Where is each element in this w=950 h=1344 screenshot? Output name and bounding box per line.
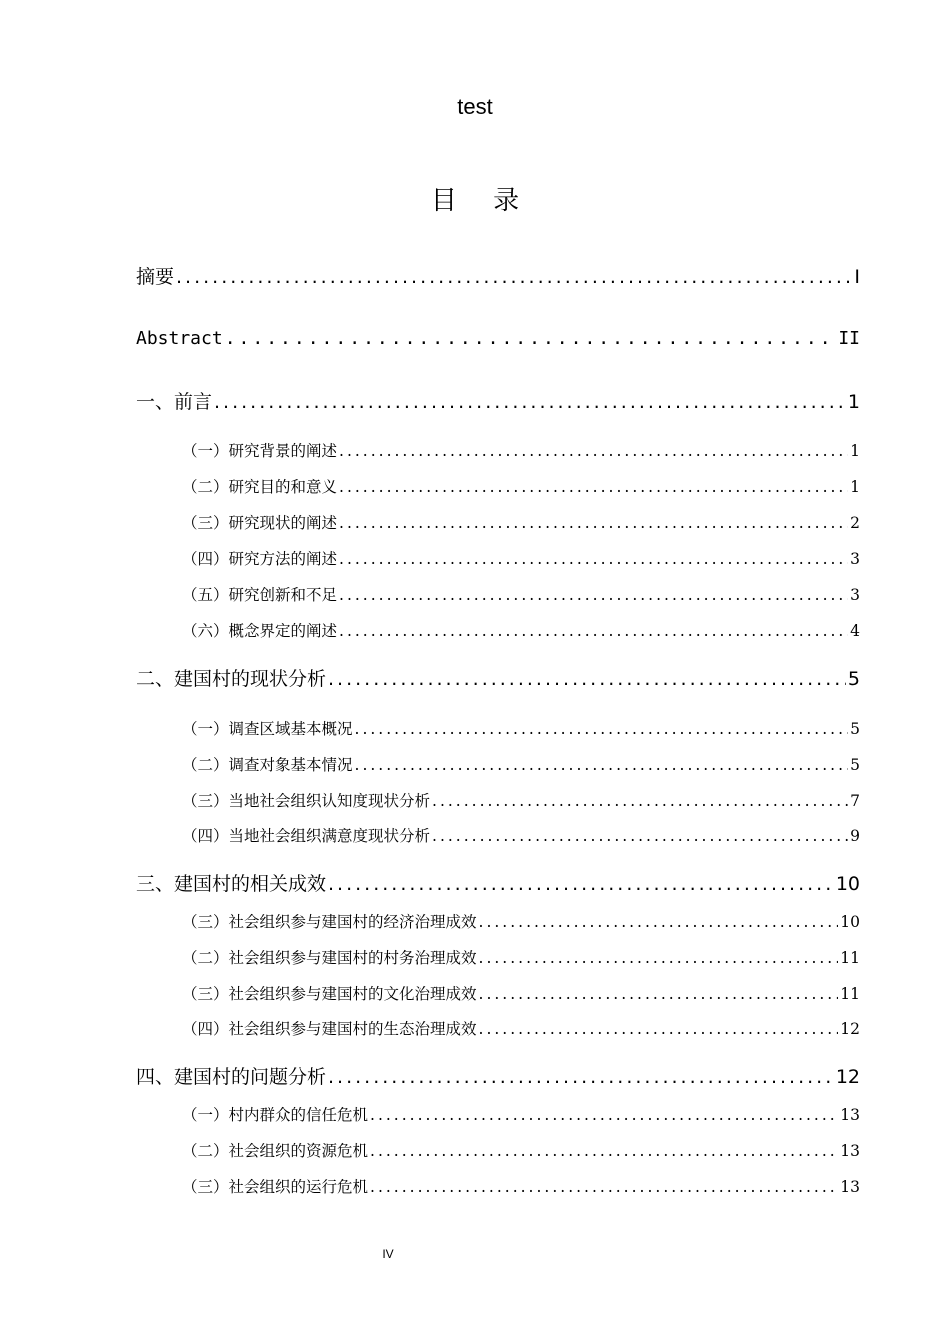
leader-dots (479, 1016, 839, 1042)
toc-entry-page: 11 (840, 985, 860, 1003)
toc-entry-section[interactable] (182, 1016, 860, 1042)
toc-entry-label: （六）概念界定的阐述 (182, 622, 338, 640)
toc-entry-label: （一）村内群众的信任危机 (182, 1106, 369, 1124)
toc-entry-page: II (838, 328, 860, 349)
toc-entry-section[interactable] (182, 1102, 860, 1128)
toc-entry-chapter-4[interactable] (136, 1062, 860, 1092)
leader-dots (339, 618, 848, 644)
toc-entry-page: 13 (840, 1106, 860, 1124)
toc-entry-page: 10 (835, 873, 860, 895)
leader-dots (339, 510, 848, 536)
document-header: test (457, 94, 493, 119)
leader-dots (370, 1102, 838, 1128)
toc-entry-label: （四）研究方法的阐述 (182, 550, 338, 568)
toc-entry-section[interactable] (182, 823, 860, 849)
toc-entry-section[interactable] (182, 582, 860, 608)
toc-entry-section[interactable] (182, 1174, 860, 1200)
leader-dots (328, 664, 846, 694)
toc-entry-chapter-2[interactable] (136, 664, 860, 694)
toc-entry-label: （四）社会组织参与建国村的生态治理成效 (182, 1020, 477, 1038)
toc-entry-page: 1 (850, 478, 860, 496)
toc-entry-label: （三）社会组织参与建国村的文化治理成效 (182, 985, 477, 1003)
toc-entry-page: 1 (847, 391, 860, 413)
leader-dots (176, 262, 852, 292)
toc-entry-section[interactable] (182, 752, 860, 778)
leader-dots (479, 945, 839, 971)
toc-entry-section[interactable] (182, 909, 860, 935)
toc-entry-chapter-3[interactable] (136, 869, 860, 899)
leader-dots (479, 981, 839, 1007)
toc-entry-page: 10 (840, 913, 860, 931)
toc-entry-chapter-1[interactable] (136, 387, 860, 417)
leader-dots (339, 582, 848, 608)
toc-entry-section[interactable] (182, 945, 860, 971)
leader-dots (339, 438, 848, 464)
toc-entry-section[interactable] (182, 546, 860, 572)
toc-entry-page: 11 (840, 949, 860, 967)
toc-entry-label: （四）当地社会组织满意度现状分析 (182, 827, 431, 845)
toc-entry-page: 9 (850, 827, 860, 845)
footer-page-number: IV (382, 1247, 394, 1261)
leader-dots (214, 387, 846, 417)
leader-dots (432, 823, 848, 849)
toc-entry-page: 1 (850, 442, 860, 460)
toc-entry-label: （一）调查区域基本概况 (182, 720, 353, 738)
toc-entry-page: 4 (850, 622, 860, 640)
toc-entry-label: （三）社会组织参与建国村的经济治理成效 (182, 913, 477, 931)
toc-entry-section[interactable] (182, 510, 860, 536)
toc-entry-label: （三）当地社会组织认知度现状分析 (182, 792, 431, 810)
toc-entry-label: （二）社会组织参与建国村的村务治理成效 (182, 949, 477, 967)
toc-entry-section[interactable] (182, 981, 860, 1007)
toc-entry-label: （二）社会组织的资源危机 (182, 1142, 369, 1160)
toc-entry-abstract-cn[interactable] (136, 262, 860, 292)
toc-entry-page: 7 (850, 792, 860, 810)
toc-entry-section[interactable] (182, 618, 860, 644)
leader-dots (370, 1138, 838, 1164)
toc-entry-abstract-en[interactable] (136, 324, 860, 354)
leader-dots (339, 474, 848, 500)
toc-entry-label: （一）研究背景的阐述 (182, 442, 338, 460)
toc-entry-label: 二、建国村的现状分析 (136, 668, 327, 690)
toc-entry-section[interactable] (182, 438, 860, 464)
toc-entry-page: 5 (847, 668, 860, 690)
toc-entry-page: I (854, 266, 860, 288)
toc-entry-section[interactable] (182, 788, 860, 814)
leader-dots (328, 869, 834, 899)
toc-entry-page: 3 (850, 586, 860, 604)
toc-title: 目 录 (430, 186, 534, 216)
leader-dots (370, 1174, 838, 1200)
toc-entry-page: 3 (850, 550, 860, 568)
toc-entry-label: Abstract (136, 328, 223, 349)
toc-entry-page: 5 (850, 720, 860, 738)
toc-entry-page: 2 (850, 514, 860, 532)
toc-entry-label: （三）社会组织的运行危机 (182, 1178, 369, 1196)
leader-dots (479, 909, 839, 935)
toc-entry-label: 四、建国村的问题分析 (136, 1066, 327, 1088)
leader-dots (355, 716, 849, 742)
toc-entry-label: （五）研究创新和不足 (182, 586, 338, 604)
leader-dots (432, 788, 848, 814)
toc-entry-section[interactable] (182, 474, 860, 500)
toc-entry-label: 三、建国村的相关成效 (136, 873, 327, 895)
leader-dots (355, 752, 849, 778)
toc-entry-label: （二）研究目的和意义 (182, 478, 338, 496)
leader-dots (328, 1062, 834, 1092)
toc-entry-section[interactable] (182, 1138, 860, 1164)
leader-dots (339, 546, 848, 572)
toc-entry-label: 一、前言 (136, 391, 213, 413)
toc-entry-page: 12 (835, 1066, 860, 1088)
toc-entry-label: 摘要 (136, 266, 175, 288)
toc-entry-section[interactable] (182, 716, 860, 742)
toc-entry-page: 13 (840, 1178, 860, 1196)
toc-entry-page: 5 (850, 756, 860, 774)
toc-entry-page: 13 (840, 1142, 860, 1160)
toc-entry-label: （二）调查对象基本情况 (182, 756, 353, 774)
toc-entry-page: 12 (840, 1020, 860, 1038)
toc-entry-label: （三）研究现状的阐述 (182, 514, 338, 532)
leader-dots (225, 324, 837, 354)
